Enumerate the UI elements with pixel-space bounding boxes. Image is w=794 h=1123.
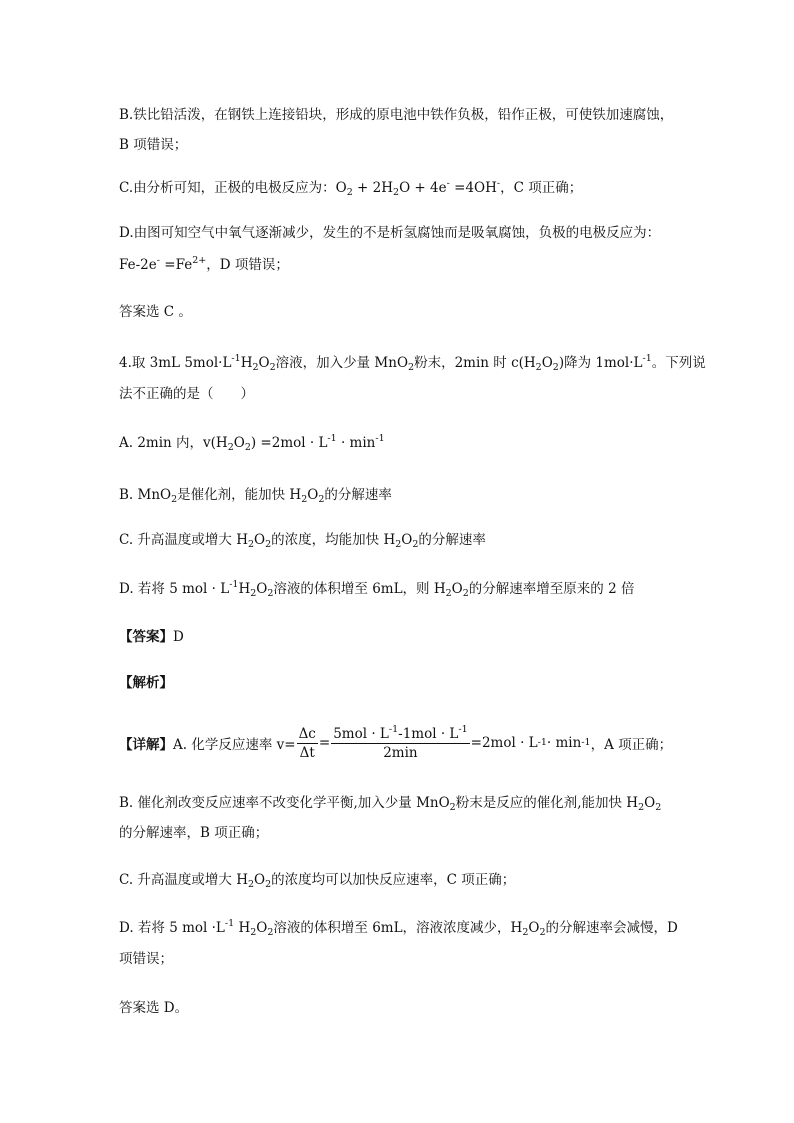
final-answer: 答案选 D。 [119,1000,189,1016]
answer-line [119,628,184,646]
option-a: A. 2min 内，$v(H_2O_2) =2mol \cdot L^{-1} \cdot \min^{-1}$ [119,433,385,453]
analysis-d-line-2: $Fe-2e^- =Fe^{2+}$，D 项错误； [119,255,289,273]
option-d: D. 若将 5 mol · $L^{-1}H_2O_2$溶液的体积增至 6mL，则 $H_2O_2$的分解速率增至原来的 2 倍 [119,579,635,599]
analysis-b-line-1: B.铁比铅活泼，在钢铁上连接铅块，形成的原电池中铁作负极，铅作正极，可使铁加速腐蚀， [119,107,674,123]
concentration-fraction: $\frac{5mol \cdot L^{-1}-1mol \cdot L^{-1}}{2\min}$ [333,723,468,761]
detail-d-line-2: 项错误； [119,951,173,967]
detail-b-line-1: B. 催化剂改变反应速率不改变化学平衡,加入少量 MnO$_2$粉末是反应的催化剂,能加快 $H_2O_2$ [119,795,662,813]
answer-label: 【答案】 [119,629,173,645]
analysis-c-line: C.由分析可知，正极的电极反应为：$O_2 + 2H_2O + 4e^- =4OH^-$，C 项正确； [119,178,583,198]
option-c: C. 升高温度或增大 $H_2O_2$的浓度，均能加快 $H_2O_2$的分解速率 [119,532,486,550]
question-4-line-1: 4.取 3mL $5mol\cdot L^{-1}H_2O_2$溶液，加入少量 MnO$_2$粉末，2min 时 $c(H_2O_2)$降为 $1mol\cdot L^{-1}$。下列说 [119,353,706,373]
rate-fraction: $\frac{\Delta c}{\Delta t}$ [298,725,316,761]
detail-b-line-2: 的分解速率，B 项正确； [119,825,269,841]
detail-label: 【详解】 [119,737,173,753]
previous-answer: 答案选 C 。 [119,304,192,320]
detail-c-line: C. 升高温度或增大 $H_2O_2$的浓度均可以加快反应速率，C 项正确； [119,872,516,890]
option-b: B. MnO$_2$是催化剂，能加快 $H_2O_2$的分解速率 [119,487,392,505]
analysis-d-line-1: D.由图可知空气中氧气逐渐减少，发生的不是析氢腐蚀而是吸氧腐蚀，负极的电极反应为： [119,225,661,241]
detail-a-equation: 【详解】 A. 化学反应速率 v= $\frac{\Delta c}{\Delta t}$ = $\frac{5mol \cdot L^{-1}-1mol \cdot L^{-1}}{2\min}$ =2mol · L -1 · min -1 ，A 项正确； [119,723,673,761]
detail-d-line-1: D. 若将 5 mol $\cdot L^{-1}$ $H_2O_2$溶液的体积增至 6mL，溶液浓度减少，$H_2O_2$的分解速率会减慢，D [119,918,678,938]
answer-value: D [173,629,184,645]
question-4-line-2: 法不正确的是（ ） [119,386,254,402]
analysis-label: 【解析】 [119,675,173,691]
analysis-b-line-2: B 项错误； [119,137,188,153]
